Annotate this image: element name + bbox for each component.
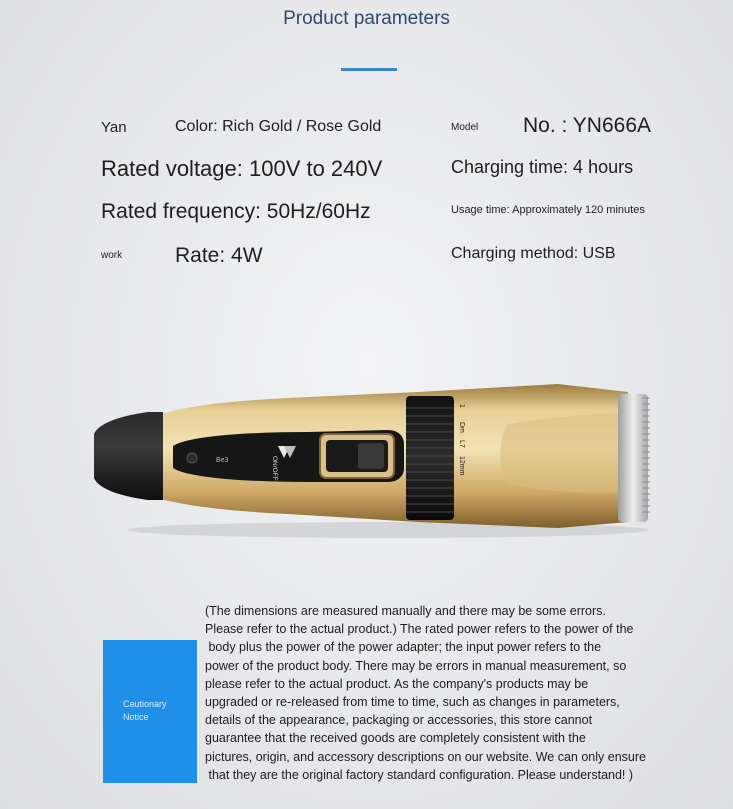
spec-work-label: work bbox=[101, 250, 123, 261]
dial-mark-2: Dm bbox=[458, 422, 465, 433]
notice-line: guarantee that the received goods are completely consistent with the bbox=[205, 731, 586, 746]
cautionary-notice-text bbox=[205, 602, 660, 784]
spec-yan: Yan bbox=[101, 119, 127, 136]
notice-line: please refer to the actual product. As the company's products may be bbox=[205, 676, 589, 691]
cautionary-label-line1: Cautionary bbox=[123, 699, 167, 709]
spec-model-no: No. : YN666A bbox=[523, 114, 652, 137]
notice-line: upgraded or re-released from time to time, such as changes in parameters, bbox=[205, 695, 620, 710]
notice-line: Please refer to the actual product.) The rated power refers to the power of the bbox=[205, 622, 634, 637]
spec-rate: Rate: 4W bbox=[175, 244, 263, 267]
cautionary-label-line2: Notice bbox=[123, 712, 149, 722]
spec-charging-method: Charging method: USB bbox=[451, 245, 616, 262]
clipper-logo-text: Be3 bbox=[216, 457, 229, 464]
hair-clipper-illustration bbox=[88, 372, 663, 540]
hair-clipper-image bbox=[88, 372, 663, 540]
spec-model-label: Model bbox=[451, 122, 479, 133]
dial-mark-4: 12mm bbox=[458, 456, 465, 476]
notice-line: pictures, origin, and accessory descriptions on our website. We can only ensure bbox=[205, 749, 646, 764]
page-title: Product parameters bbox=[283, 8, 450, 29]
dial-mark-1: 1 bbox=[458, 404, 465, 408]
spec-rated-voltage: Rated voltage: 100V to 240V bbox=[101, 156, 383, 181]
notice-line: power of the product body. There may be errors in manual measurement, so bbox=[205, 658, 627, 673]
notice-line: that they are the original factory standard configuration. Please understand! ) bbox=[205, 767, 634, 782]
dial-mark-3: L7 bbox=[458, 440, 465, 448]
clipper-onoff-label: ON/OFF bbox=[271, 456, 278, 481]
cautionary-notice-label bbox=[123, 698, 193, 724]
notice-line: body plus the power of the power adapter; the input power refers to the bbox=[205, 640, 602, 655]
spec-usage-time: Usage time: Approximately 120 minutes bbox=[451, 204, 645, 216]
spec-color: Color: Rich Gold / Rose Gold bbox=[175, 118, 382, 135]
cautionary-notice-box bbox=[103, 640, 197, 783]
title-underline bbox=[341, 68, 397, 71]
notice-line: (The dimensions are measured manually and there may be some errors. bbox=[205, 604, 606, 618]
spec-charging-time: Charging time: 4 hours bbox=[451, 157, 634, 177]
spec-rated-frequency: Rated frequency: 50Hz/60Hz bbox=[101, 200, 371, 223]
notice-line: details of the appearance, packaging or accessories, this store cannot bbox=[205, 713, 593, 728]
